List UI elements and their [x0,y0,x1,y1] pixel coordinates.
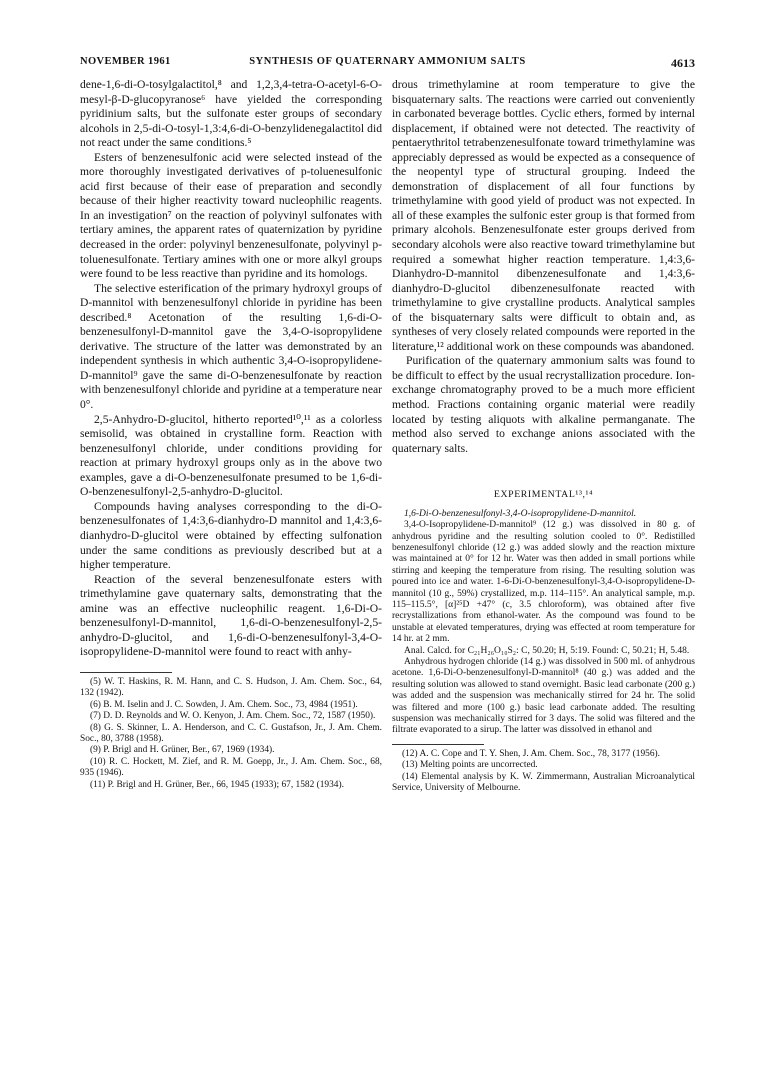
footnote: (10) R. C. Hockett, M. Zief, and R. M. Goepp, Jr., J. Am. Chem. Soc., 68, 935 (1946). [80,756,382,779]
header-date: NOVEMBER 1961 [80,56,171,67]
footnote: (11) P. Brigl and H. Grüner, Ber., 66, 1945 (1933); 67, 1582 (1934). [90,779,344,790]
footnote-rule [80,672,172,673]
body-paragraph: dene-1,6-di-O-tosylgalactitol,⁸ and 1,2,3,4-tetra-O-acetyl-6-O-mesyl-β-D-glucopyranose⁶ have yielded the corresponding pyridinium salts, but the sulfonate ester groups of secondary alcohols in 2,5-di-O-tosyl-1,3:4,6-di-O-benzylidenegalactitol did not react under the same conditions.⁵ [80,78,382,150]
footnote: (7) D. D. Reynolds and W. O. Kenyon, J. Am. Chem. Soc., 72, 1587 (1950). [90,711,376,722]
section-heading: EXPERIMENTAL¹³,¹⁴ [493,489,594,501]
footnote: (12) A. C. Cope and T. Y. Shen, J. Am. Chem. Soc., 78, 3177 (1956). [402,748,660,759]
analysis-line: Anal. Calcd. for C₂₁H₂₆O₁₀S₂: C, 50.20; H, 5:19. Found: C, 50.21; H, 5.48. [404,645,690,656]
body-paragraph: The selective esterification of the primary hydroxyl groups of D-mannitol with benzenesulfonyl chloride in pyridine has been described.⁸ Acetonation of the resulting 1,6-di-O-benzenesulfonyl-D-mannitol gave the 3,4-O-isopropylidene derivative. The structure of the latter was demonstrated by an independent synthesis in which authentic 3,4-O-isopropylidene-D-mannitol⁹ gave the same di-O-benzenesulfonate by reaction with benzenesulfonyl chloride and pyridine at a temperature near 0°. [80,281,382,412]
footnotes-left [80,677,382,791]
page-number: 4613 [671,56,695,70]
body-paragraph: Reaction of the several benzenesulfonate esters with trimethylamine gave quaternary salts, demonstrating that the amine was an effective nucleophilic reagent. 1,6-Di-O-benzenesulfonyl-D-mannitol, 1,6-di-O-benzenesulfonyl-2,5-anhydro-D-glucitol, and 1,6-di-O-benzenesulfonyl-3,4-O-isopropylidene-D-mannitol were found to react with anhy- [80,572,382,659]
body-paragraph: Purification of the quaternary ammonium salts was found to be difficult to effect by the usual recrystallization procedure. Ion-exchange chromatography proved to be a much more efficient method. Fractions containing organic material were readily located by testing aliquots with alkaline permanganate. The method also served to exchange anions associated with the quaternary salts. [392,354,695,455]
experimental-paragraph: 3,4-O-Isopropylidene-D-mannitol⁹ (12 g.) was dissolved in 80 g. of anhydrous pyridine and the resulting solution cooled to 0°. Redistilled benzenesulfonyl chloride (12 g.) was added slowly and the reaction mixture was maintained at 0° for 12 hr. Water was then added in small portions while stirring and keeping the temperature from rising. The resulting solution was poured into ice and water. 1-6-Di-O-benzenesulfonyl-3,4-O-isopropylidene-D-mannitol (10 g., 59%) crystallized, m.p. 114–115°. An analytical sample, m.p. 115–115.5°, [α]²⁵D +47° (c, 3.5 chloroform), was obtained after five recrystallizations from ethanol-water. As the compound was found to be unstable at elevated temperatures, drying was effected at room temperature for 14 hr. at 2 mm. [392,520,695,645]
body-paragraph: Compounds having analyses corresponding to the di-O-benzenesulfonates of 1,4:3,6-dianhydro-D mannitol and 1,4:3,6-dianhydro-D-glucitol were obtained by effecting sulfonation under the same conditions as previously described but at a higher temperature. [80,499,382,572]
body-paragraph: drous trimethylamine at room temperature to give the bisquaternary salts. The reactions were carried out conveniently in carbonated beverage bottles. Cyclic ethers, formed by internal displacement, if obtained were not detected. The reactivity of pentaerythritol tetrabenzenesulfonate toward trimethylamine was appreciably depressed as would be expected as a consequence of the neopentyl type of structural grouping. Indeed the demonstration of displacement of all four functions by trimethylamine with good yield of product was not expected. In all of these examples the sulfonic ester group is that formed from primary alcohols. Benzenesulfonate ester groups derived from secondary alcohols were also reactive toward trimethylamine but required a somewhat higher reaction temperature. 1,4:3,6-Dianhydro-D-mannitol dibenzenesulfonate and 1,4:3,6-dianhydro-D-glucitol dibenzenesulfonate reacted with trimethylamine to give crystalline products. Analytical samples of the bisquaternary salts were difficult to obtain and, as syntheses of very closely related compounds were reported in the literature,¹² additional work on these compounds was abandoned. [392,78,695,353]
right-column [392,78,695,795]
footnote: (13) Melting points are uncorrected. [402,760,538,771]
footnotes-right [392,749,695,795]
footnote: (5) W. T. Haskins, R. M. Hann, and C. S. Hudson, J. Am. Chem. Soc., 64, 132 (1942). [80,676,382,699]
left-column [80,78,382,791]
footnote-rule [392,744,484,745]
footnote: (8) G. S. Skinner, L. A. Henderson, and C. C. Gustafson, Jr., J. Am. Chem. Soc., 80, 3788 (1958). [80,722,382,744]
running-header [80,56,695,70]
header-title: SYNTHESIS OF QUATERNARY AMMONIUM SALTS [249,56,526,67]
compound-title: 1,6-Di-O-benzenesulfonyl-3,4-O-isopropylidene-D-mannitol. [404,508,637,519]
footnote: (6) B. M. Iselin and J. C. Sowden, J. Am. Chem. Soc., 73, 4984 (1951). [90,699,358,710]
experimental-paragraph: Anhydrous hydrogen chloride (14 g.) was dissolved in 500 ml. of anhydrous acetone. 1,6-Di-O-benzenesulfonyl-D-mannitol⁸ (40 g.) was added and the resulting solution was allowed to stand overnight. Basic lead carbonate (200 g.) was added and the suspension was mechanically stirred for 24 hr. The solid was filtered and more (100 g.) basic lead carbonate added. The resulting suspension was mechanically stirred for 3 days. The solid was filtered and the filtrate evaporated to a sirup. The latter was dissolved in ethanol and [392,657,695,736]
body-paragraph: 2,5-Anhydro-D-glucitol, hitherto reported¹⁰,¹¹ as a colorless semisolid, was obtained in crystalline form. Reaction with benzenesulfonyl chloride, under conditions providing for reaction at primary hydroxyl groups only as in the above two examples, gave a di-O-benzenesulfonate presumed to be 1,6-di-O-benzenesulfonyl-2,5-anhydro-D-glucitol. [80,412,382,499]
experimental-section [392,509,695,737]
body-paragraph: Esters of benzenesulfonic acid were selected instead of the more thoroughly investigated derivatives of p-toluenesulfonic acid first because of their ease of preparation and secondly because of their higher reactivity toward nucleophilic reagents. In an investigation⁷ on the reaction of polyvinyl sulfonates with tertiary amines, the apparent rates of quaternization by pyridine decreased in the order: polyvinyl benzenesulfonate, polyvinyl p-toluenesulfonate. Tertiary amines with one or more alkyl groups were found to be less reactive than pyridine and its homologs. [80,150,382,281]
footnote: (9) P. Brigl and H. Grüner, Ber., 67, 1969 (1934). [90,745,275,756]
footnote: (14) Elemental analysis by K. W. Zimmermann, Australian Microanalytical Service, University of Melbourne. [392,771,695,794]
